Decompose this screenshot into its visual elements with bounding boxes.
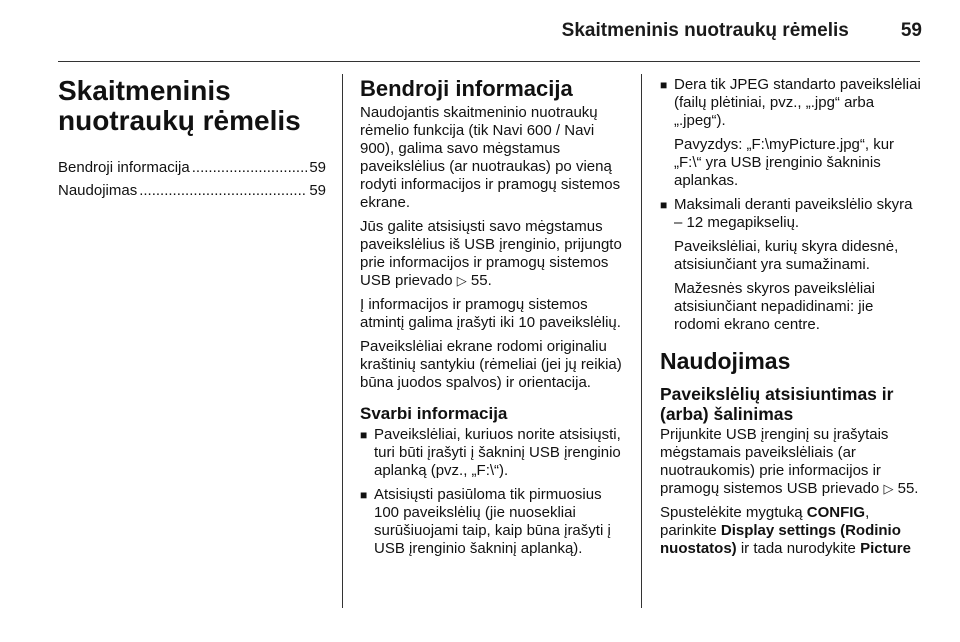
general-paragraph-4: Paveikslėliai ekrane rodomi originaliu kraštinių santykiu (rėmeliai (jei jų reikia) būna juodos spalvos) ir orientacija. bbox=[360, 338, 622, 391]
chapter-title: Skaitmeninis nuotraukų rėmelis bbox=[58, 75, 301, 136]
important-heading: Svarbi informacija bbox=[360, 404, 508, 423]
toc-entry-general[interactable] bbox=[58, 158, 326, 178]
general-paragraph-1: Naudojantis skaitmeninio nuotraukų rėmelio funkcija (tik Navi 600 / Navi 900), galima savo mėgstamus paveikslėlius (ar nuotraukas) po vieną rodyti informacijos ir pramogų sistemos ekrane. bbox=[360, 104, 621, 211]
running-title: Skaitmeninis nuotraukų rėmelis bbox=[561, 20, 849, 41]
column-divider-2 bbox=[641, 74, 642, 608]
important-list bbox=[360, 426, 628, 558]
general-column bbox=[360, 76, 628, 564]
page-reference[interactable]: 55. bbox=[897, 480, 919, 497]
bullet-square-icon: ■ bbox=[660, 198, 668, 212]
page-reference-icon: ▷ bbox=[456, 273, 467, 288]
bullet-square-icon: ■ bbox=[360, 428, 368, 442]
toc-entry-label: Naudojimas bbox=[58, 182, 138, 199]
toc-column bbox=[58, 76, 326, 204]
bullet-square-icon: ■ bbox=[360, 488, 368, 502]
usage-heading: Naudojimas bbox=[660, 348, 791, 374]
usage-paragraph-2: Spustelėkite mygtuką CONFIG, parinkite Display settings (Rodinio nuostatos) ir tada nurodykite Picture bbox=[660, 504, 911, 557]
list-item: ■ Maksimali deranti paveikslėlio skyra – 12 megapikselių. Paveikslėliai, kurių skyra didesnė, atsisiunčiant yra sumažinami. Mažesnės skyros paveikslėliai atsisiunčiant nepadidinami: jie rodomi ekrano centre. bbox=[660, 196, 913, 333]
page-number: 59 bbox=[900, 20, 922, 41]
running-head bbox=[562, 20, 922, 42]
bullet-square-icon: ■ bbox=[660, 78, 668, 92]
list-item: ■ Paveikslėliai, kuriuos norite atsisiųsti, turi būti įrašyti į šakninį USB įrenginio aplanką (pvz., „F:\“). bbox=[360, 426, 621, 479]
usage-paragraph-1: Prijunkite USB įrenginį su įrašytais mėgstamais paveikslėliais (ar nuotraukomis) prie informacijos ir pramogų sistemos USB prievado ▷ 55. bbox=[660, 426, 919, 497]
toc-leader bbox=[192, 158, 308, 178]
list-item: ■ Dera tik JPEG standarto paveikslėliai (failų plėtiniai, pvz., „.jpg“ arba „.jpeg“). Pavyzdys: „F:\myPicture.jpg“, kur „F:\“ yra USB įrenginio šakninis aplankas. bbox=[660, 76, 921, 189]
page-reference[interactable]: 55. bbox=[470, 272, 492, 289]
picture-label: Picture bbox=[860, 540, 911, 557]
toc-leader bbox=[139, 181, 307, 201]
requirements-list bbox=[660, 76, 922, 334]
toc-entry-page: 59 bbox=[309, 159, 326, 176]
usage-column bbox=[660, 76, 922, 564]
page-reference-icon: ▷ bbox=[883, 481, 894, 496]
config-button-label: CONFIG bbox=[806, 504, 866, 521]
display-settings-label: Display settings (Rodinio nuostatos) bbox=[660, 522, 901, 557]
general-heading: Bendroji informacija bbox=[360, 76, 573, 101]
toc-entry-page: 59 bbox=[309, 182, 326, 199]
header-rule bbox=[58, 61, 920, 62]
general-paragraph-3: Į informacijos ir pramogų sistemos atmintį galima įrašyti iki 10 paveikslėlių. bbox=[360, 296, 621, 331]
general-paragraph-2: Jūs galite atsisiųsti savo mėgstamus paveikslėlius iš USB įrenginio, prijungto prie informacijos ir pramogų sistemos USB prievado ▷ 55. bbox=[360, 218, 622, 289]
toc-entry-label: Bendroji informacija bbox=[58, 159, 190, 176]
toc-entry-usage[interactable] bbox=[58, 181, 326, 201]
column-divider-1 bbox=[342, 74, 343, 608]
usage-subheading: Paveikslėlių atsisiuntimas ir (arba) šalinimas bbox=[660, 384, 894, 424]
list-item: ■ Atsisiųsti pasiūloma tik pirmuosius 100 paveikslėlių (jie nuosekliai surūšiuojami taip, kaip būna įrašyti į USB įrenginio šakninį aplanką). bbox=[360, 486, 611, 557]
